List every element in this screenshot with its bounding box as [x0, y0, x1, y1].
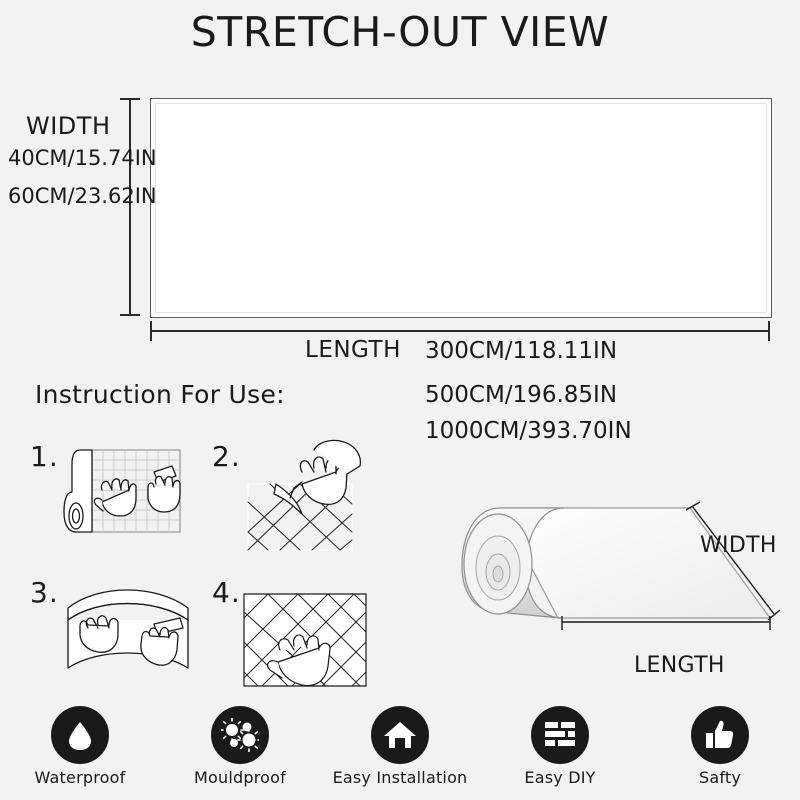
- step-3-number: 3.: [30, 576, 59, 609]
- feature-mouldproof: [165, 706, 315, 787]
- instructions-heading: Instruction For Use:: [35, 380, 285, 409]
- hand-pressing-tile-wall-icon: [240, 590, 375, 695]
- length-dimension-cap-left: [150, 321, 152, 341]
- instruction-step-1: [30, 432, 200, 562]
- brick-wall-icon: [531, 706, 589, 764]
- feature-label-easy-installation: Easy Installation: [332, 768, 468, 787]
- length-value-1000cm: 1000CM/393.70IN: [425, 418, 632, 444]
- length-label: LENGTH: [305, 337, 401, 363]
- feature-label-waterproof: Waterproof: [34, 768, 126, 787]
- roll-width-label: WIDTH: [700, 533, 777, 558]
- length-value-300cm: 300CM/118.11IN: [425, 338, 618, 364]
- mould-spores-icon: [211, 706, 269, 764]
- instruction-step-4: [212, 568, 372, 698]
- sheet-rectangle: [150, 98, 772, 318]
- hand-peeling-backing-icon: [240, 432, 375, 557]
- feature-easy-diy: [485, 706, 635, 787]
- hands-smoothing-sheet-icon: [62, 432, 202, 557]
- length-dimension-line: [150, 330, 770, 332]
- hands-applying-sheet-icon: [62, 568, 202, 693]
- length-dimension-cap-right: [768, 321, 770, 341]
- width-dimension-cap-top: [120, 98, 140, 100]
- step-2-number: 2.: [212, 440, 241, 473]
- instruction-step-3: [30, 568, 200, 698]
- house-icon: [371, 706, 429, 764]
- feature-waterproof: [5, 706, 155, 787]
- feature-badges: [0, 706, 800, 800]
- page-title: STRETCH-OUT VIEW: [190, 8, 610, 56]
- width-dimension-cap-bottom: [120, 314, 140, 316]
- length-value-500cm: 500CM/196.85IN: [425, 382, 618, 408]
- roll-length-label: LENGTH: [634, 653, 725, 678]
- water-drop-icon: [51, 706, 109, 764]
- step-1-number: 1.: [30, 440, 59, 473]
- width-value-60cm: 60CM/23.62IN: [8, 184, 157, 208]
- step-4-number: 4.: [212, 576, 241, 609]
- sheet-inner-surface: [155, 103, 767, 313]
- rolled-wallpaper-icon: [440, 490, 790, 690]
- feature-easy-installation: [325, 706, 475, 787]
- thumbs-up-icon: [691, 706, 749, 764]
- instruction-step-2: [212, 432, 372, 562]
- width-label: WIDTH: [26, 112, 111, 140]
- width-value-40cm: 40CM/15.74IN: [8, 146, 157, 170]
- feature-safty: [645, 706, 795, 787]
- feature-label-easy-diy: Easy DIY: [524, 768, 596, 787]
- feature-label-mouldproof: Mouldproof: [194, 768, 286, 787]
- feature-label-safty: Safty: [698, 768, 742, 787]
